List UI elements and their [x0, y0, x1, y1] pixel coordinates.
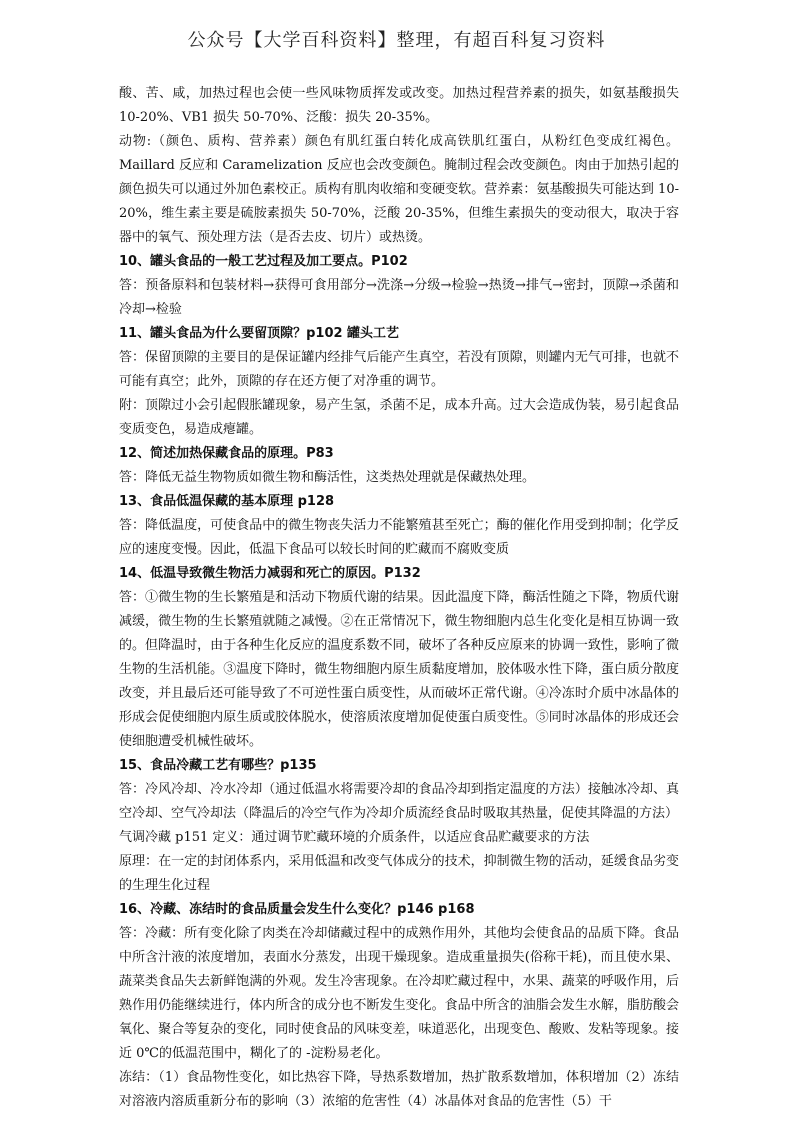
paragraph: 附：顶隙过小会引起假胀罐现象，易产生氢，杀菌不足，成本升高。过大会造成伪装，易引起食品变质变色，易造成瘪罐。 — [119, 398, 679, 437]
section-heading: 12、简述加热保藏食品的原理。P83 — [119, 446, 334, 461]
paragraph: 答：冷藏：所有变化除了肉类在冷却储藏过程中的成熟作用外，其他均会使食品的品质下降。食品中所含汁液的浓度增加，表面水分蒸发，出现干燥现象。造成重量损失(俗称干耗)，而且使水果、蔬菜类食品失去新鲜饱满的外观。发生冷害现象。在冷却贮藏过程中，水果、蔬菜的呼吸作用，后熟作用仍能继续进行，体内所含的成分也不断发生变化。食品中所含的油脂会发生水解，脂肪酸会氧化、聚合等复杂的变化，同时使食品的风味变差，味道恶化，出现变色、酸败、发粘等现象。接近 0℃的低温范围中，糊化了的 -淀粉易老化。 — [119, 926, 679, 1061]
section-heading: 16、冷藏、冻结时的食品质量会发生什么变化？p146 p168 — [119, 902, 475, 917]
section-heading: 13、食品低温保藏的基本原理 p128 — [119, 494, 335, 509]
paragraph: 答：保留顶隙的主要目的是保证罐内经排气后能产生真空，若没有顶隙，则罐内无气可排，也就不可能有真空；此外，顶隙的存在还方便了对净重的调节。 — [119, 350, 679, 389]
paragraph: 动物:（颜色、质构、营养素）颜色有肌红蛋白转化成高铁肌红蛋白，从粉红色变成红褐色。Maillard 反应和 Caramelization 反应也会改变颜色。腌制过程会改变颜色。肉由于加热引起的颜色损失可以通过外加色素校正。质构有肌肉收缩和变硬变软。营养素：氨基酸损失可能达到 10-20%，维生素主要是硫胺素损失 50-70%，泛酸 20-35%，但维生素损失的变动很大，取决于容器中的氧气、预处理方法（是否去皮、切片）或热烫。 — [119, 134, 679, 245]
paragraph: 答：降低温度，可使食品中的微生物丧失活力不能繁殖甚至死亡；酶的催化作用受到抑制；化学反应的速度变慢。因此，低温下食品可以较长时间的贮藏而不腐败变质 — [119, 518, 679, 557]
section-heading: 11、罐头食品为什么要留顶隙？p102 罐头工艺 — [119, 326, 400, 341]
paragraph: 答：预备原料和包装材料→获得可食用部分→洗涤→分级→检验→热烫→排气→密封，顶隙→杀菌和冷却→检验 — [119, 278, 679, 317]
page-header: 公众号【大学百科资料】整理，有超百科复习资料 — [187, 30, 606, 51]
paragraph: 酸、苦、咸，加热过程也会使一些风味物质挥发或改变。加热过程营养素的损失，如氨基酸损失 10-20%、VB1 损失 50-70%、泛酸：损失 20-35%。 — [119, 86, 679, 125]
section-heading: 14、低温导致微生物活力减弱和死亡的原因。P132 — [119, 566, 421, 581]
paragraph: 答：降低无益生物物质如微生物和酶活性，这类热处理就是保藏热处理。 — [119, 470, 536, 485]
paragraph: 气调冷藏 p151 定义：通过调节贮藏环境的介质条件，以适应食品贮藏要求的方法 — [119, 830, 590, 845]
document-body — [119, 82, 679, 1114]
paragraph: 冻结：（1）食品物性变化，如比热容下降，导热系数增加，热扩散系数增加，体积增加（2）冻结对溶液内溶质重新分布的影响（3）浓缩的危害性（4）冰晶体对食品的危害性（5）干 — [119, 1070, 679, 1109]
section-heading: 15、食品冷藏工艺有哪些？p135 — [119, 758, 317, 773]
paragraph: 答：①微生物的生长繁殖是和活动下物质代谢的结果。因此温度下降，酶活性随之下降，物质代谢减缓，微生物的生长繁殖就随之减慢。②在正常情况下，微生物细胞内总生化变化是相互协调一致的。但降温时，由于各种生化反应的温度系数不同，破坏了各种反应原来的协调一致性，影响了微生物的生活机能。③温度下降时，微生物细胞内原生质黏度增加，胶体吸水性下降，蛋白质分散度改变，并且最后还可能导致了不可逆性蛋白质变性，从而破坏正常代谢。④冷冻时介质中冰晶体的形成会促使细胞内原生质或胶体脱水，使溶质浓度增加促使蛋白质变性。⑤同时冰晶体的形成还会使细胞遭受机械性破坏。 — [119, 590, 679, 749]
paragraph: 答：冷风冷却、冷水冷却（通过低温水将需要冷却的食品冷却到指定温度的方法）接触冰冷却、真空冷却、空气冷却法（降温后的冷空气作为冷却介质流经食品时吸取其热量，促使其降温的方法） — [119, 782, 679, 821]
section-heading: 10、罐头食品的一般工艺过程及加工要点。P102 — [119, 254, 408, 269]
paragraph: 原理：在一定的封闭体系内，采用低温和改变气体成分的技术，抑制微生物的活动，延缓食品劣变的生理生化过程 — [119, 854, 679, 893]
